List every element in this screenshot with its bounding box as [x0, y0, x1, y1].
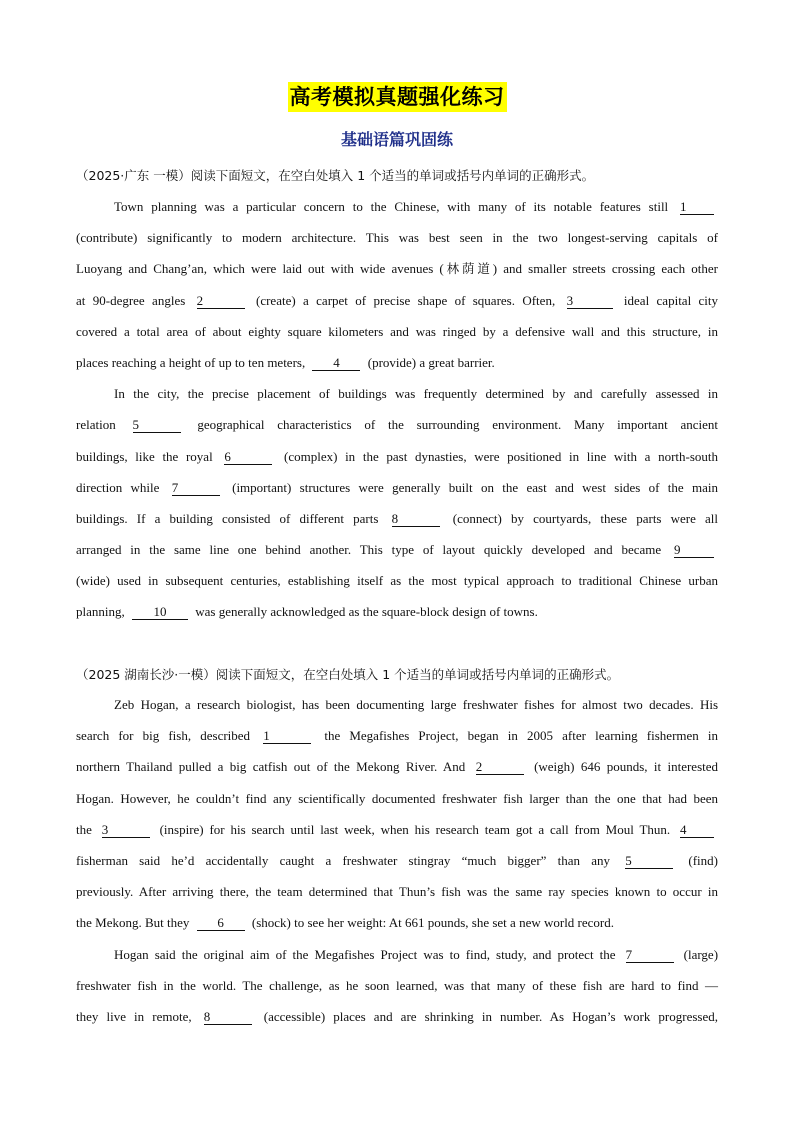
blank-6[interactable]: 6 [197, 915, 245, 931]
passage1-line [76, 441, 718, 472]
passage1-line [76, 472, 718, 503]
passage1-line [76, 222, 718, 253]
blank-3[interactable]: 3 [102, 822, 150, 838]
blank-2[interactable]: 2 [476, 759, 524, 775]
blank-1[interactable]: 1 [680, 199, 714, 215]
text-run: Hogan said the original aim of the Megafishes Project was to find, study, and protect the [114, 946, 616, 962]
text-run: (connect) by courtyards, these parts were all [452, 510, 719, 526]
passage1-line [76, 378, 718, 409]
text-run: (inspire) for his search until last week, when his research team got a call from Moul Thun. [159, 821, 671, 837]
passage2-line [76, 720, 718, 751]
text-run: search for big fish, described [76, 728, 251, 744]
text-run: at 90-degree angles [76, 292, 186, 308]
text-run: (find) [688, 852, 718, 868]
blank-4[interactable]: 4 [680, 822, 714, 838]
passage1-body [76, 191, 718, 628]
passage1-line [76, 316, 718, 347]
text-run: fisherman said he’d accidentally caught a freshwater stingray “much bigger” than any [76, 852, 610, 868]
passage1-line [76, 565, 718, 596]
page-subtitle: 基础语篇巩固练 [340, 130, 453, 149]
passage1-line [76, 409, 718, 440]
text-run: 林荫道 [443, 261, 493, 277]
text-run: Hogan. However, he couldn’t find any scientifically documented freshwater fish larger than the one that had been [76, 790, 718, 806]
text-run: relation [76, 417, 116, 433]
text-run: was generally acknowledged as the square-block design of towns. [195, 604, 538, 620]
text-run: the Megafishes Project, began in 2005 after learning fishermen in [324, 728, 719, 744]
text-run: buildings. If a building consisted of different parts [76, 510, 379, 526]
passage2-line [76, 751, 718, 782]
blank-2[interactable]: 2 [197, 293, 245, 309]
blank-4[interactable]: 4 [312, 355, 360, 371]
blank-6[interactable]: 6 [224, 449, 272, 465]
passage2-line [76, 845, 718, 876]
passage2-line [76, 907, 718, 938]
text-run: ideal capital city [623, 292, 719, 308]
text-run: ) and smaller streets crossing each other [492, 261, 718, 277]
passage1-instruction: （2025·广东 一模）阅读下面短文，在空白处填入 1 个适当的单词或括号内单词的正确形式。 [76, 168, 595, 183]
title-wrap [0, 82, 794, 112]
passage1-line [76, 596, 718, 627]
text-run: Town planning was a particular concern to the Chinese, with many of its notable features still [114, 199, 669, 214]
blank-9[interactable]: 9 [674, 542, 714, 558]
text-run: freshwater fish in the world. The challenge, as he soon learned, was that many of these fish are hard to find — [76, 977, 718, 993]
passage1-line [76, 253, 718, 284]
passage1-line [76, 285, 718, 316]
text-run: buildings, like the royal [76, 448, 213, 464]
text-run: (important) structures were generally built on the east and west sides of the main [232, 479, 719, 495]
blank-8[interactable]: 8 [392, 511, 440, 527]
text-run: geographical characteristics of the surrounding environment. Many important ancient [197, 417, 719, 433]
text-run: they live in remote, [76, 1008, 192, 1024]
passage1-line [76, 503, 718, 534]
passage1-line [76, 534, 718, 565]
passage2-line [76, 876, 718, 907]
blank-7[interactable]: 7 [172, 480, 220, 496]
text-run: the [76, 821, 92, 837]
text-run: (accessible) places and are shrinking in number. As Hogan’s work progressed, [263, 1008, 718, 1024]
blank-7[interactable]: 7 [626, 947, 674, 963]
text-run: (shock) to see her weight: At 661 pounds, she set a new world record. [251, 915, 614, 931]
text-run: Zeb Hogan, a research biologist, has been documenting large freshwater fishes for almost two decades. His [114, 697, 718, 712]
text-run: (wide) used in subsequent centuries, establishing itself as the most typical approach to traditional Chinese urban [76, 573, 718, 589]
text-run: (large) [683, 946, 719, 962]
text-run: previously. After arriving there, the team determined that Thun’s fish was the same ray species known to occur in [76, 884, 718, 900]
text-run: direction while [76, 479, 160, 495]
passage1-line [76, 347, 718, 378]
blank-5[interactable]: 5 [625, 853, 673, 869]
text-run: Luoyang and Chang’an, which were laid out with wide avenues ( [76, 261, 444, 277]
text-run: northern Thailand pulled a big catfish out of the Mekong River. And [76, 759, 466, 775]
text-run: places reaching a height of up to ten meters, [76, 354, 306, 370]
passage2-line [76, 939, 718, 970]
text-run: (create) a carpet of precise shape of squares. Often, [256, 292, 556, 308]
text-run: (weigh) 646 pounds, it interested [534, 759, 719, 775]
passage2-line [76, 1001, 718, 1032]
text-run: covered a total area of about eighty square kilometers and was ringed by a defensive wall and this structure, in [76, 323, 718, 339]
text-run: (provide) a great barrier. [367, 354, 495, 370]
passage2-line [76, 970, 718, 1001]
blank-8[interactable]: 8 [204, 1009, 252, 1025]
blank-1[interactable]: 1 [263, 728, 311, 744]
passage2-instruction: （2025 湖南长沙·一模）阅读下面短文，在空白处填入 1 个适当的单词或括号内单词的正确形式。 [76, 667, 620, 682]
passage1-line [76, 191, 718, 222]
page-title: 高考模拟真题强化练习 [288, 82, 507, 112]
text-run: (contribute) significantly to modern architecture. This was best seen in the two longest-serving capitals of [76, 230, 718, 246]
text-run: (complex) in the past dynasties, were positioned in line with a north-south [284, 448, 719, 464]
passage2-line [76, 689, 718, 720]
passage2-body [76, 689, 718, 1032]
text-run: arranged in the same line one behind another. This type of layout quickly developed and became [76, 542, 662, 558]
blank-3[interactable]: 3 [567, 293, 613, 309]
text-run: planning, [76, 604, 125, 620]
text-run: In the city, the precise placement of buildings was frequently determined by and carefully assessed in [114, 386, 718, 402]
blank-5[interactable]: 5 [133, 417, 181, 433]
text-run: the Mekong. But they [76, 915, 190, 931]
passage2-line [76, 814, 718, 845]
passage2-line [76, 783, 718, 814]
blank-10[interactable]: 10 [132, 604, 188, 620]
